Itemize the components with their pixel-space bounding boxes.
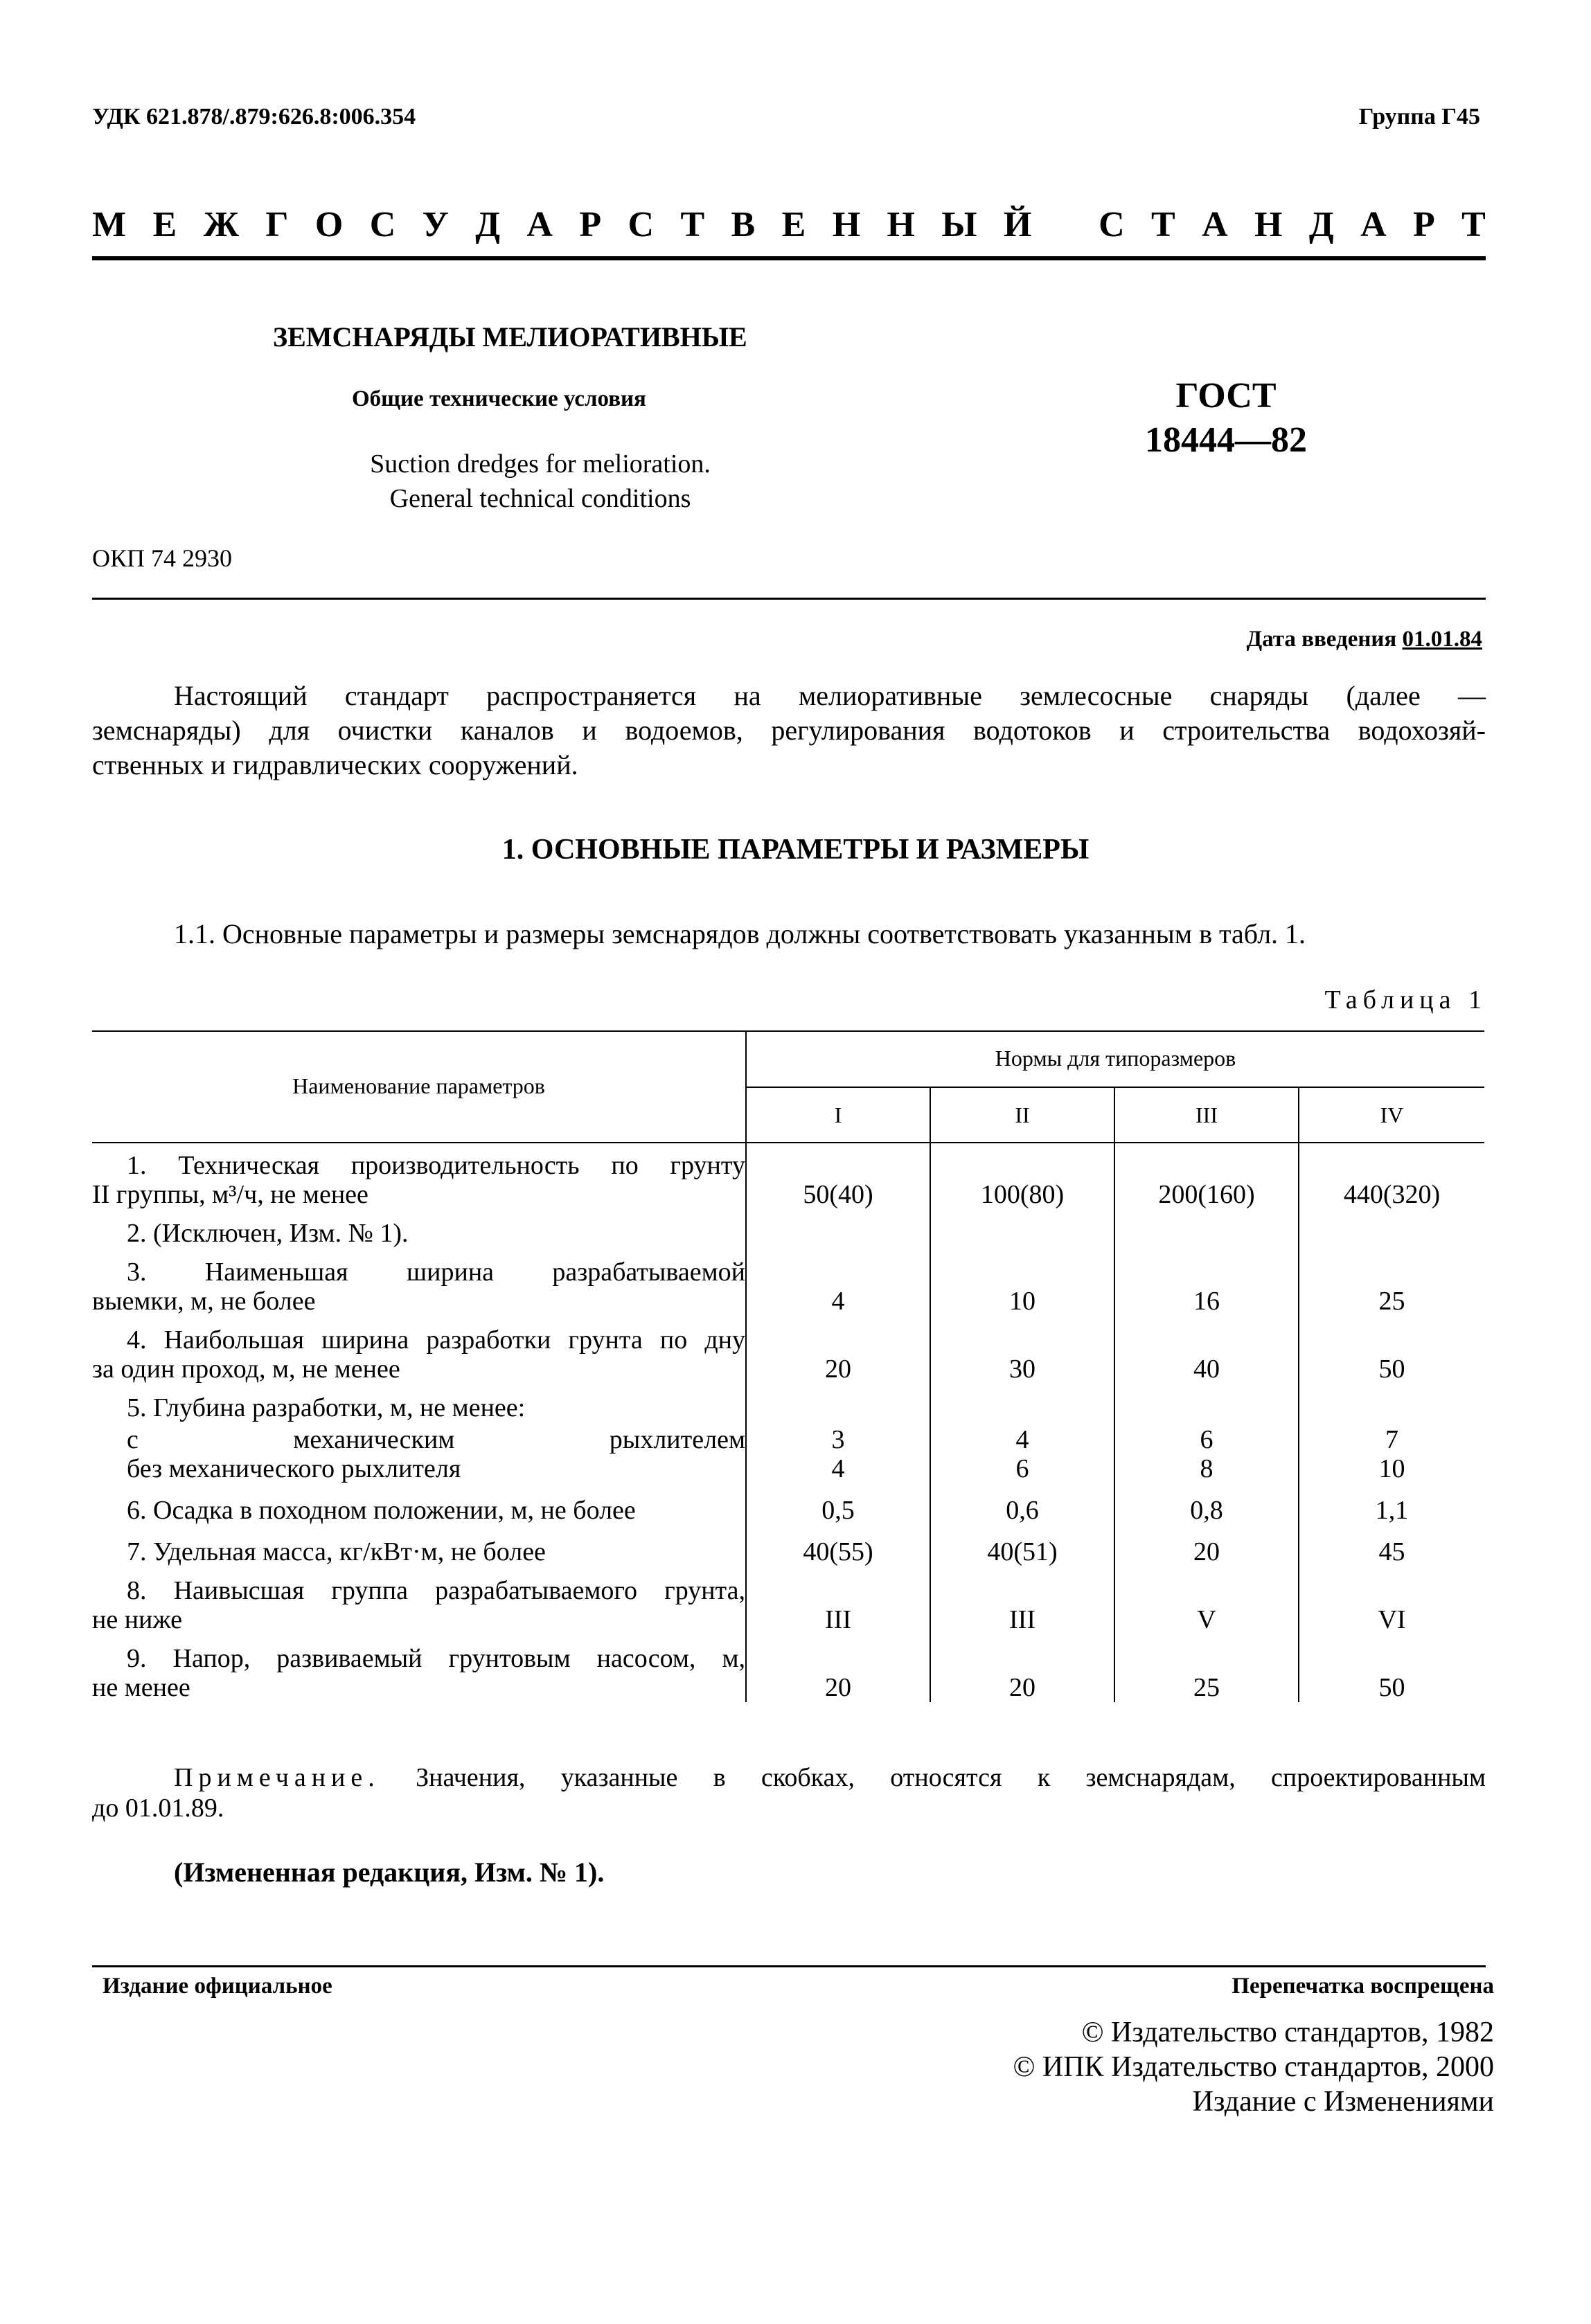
table-row [92,1422,1484,1483]
value-cell [1299,1525,1484,1566]
value: VI [1378,1605,1406,1634]
heading-letter: Е [152,205,177,244]
table-row [92,1525,1484,1566]
table-row [92,1483,1484,1525]
heading-letter: Н [832,205,861,244]
value-cell [746,1525,930,1566]
value: III [825,1605,851,1634]
date-label: Дата введения [1246,627,1397,652]
param-name [92,1566,746,1634]
value: 40 [1193,1355,1220,1384]
value: III [1009,1605,1036,1634]
header-rule [92,256,1486,260]
value-cell [1299,1566,1484,1634]
table-row [92,1248,1484,1316]
param-name [92,1634,746,1702]
param-name [92,1422,746,1483]
size-header-1: I [746,1087,930,1143]
value: 200(160) [1158,1180,1255,1209]
table-row [92,1209,1484,1248]
param-line-1: с механическим рыхлителем [127,1425,745,1454]
value: 0,8 [1190,1496,1223,1525]
value-cell [930,1634,1114,1702]
param-name [92,1143,746,1209]
value: 25 [1193,1673,1220,1702]
param-line-2: не менее [92,1673,190,1702]
heading-letter: Ж [203,205,239,244]
param-line-1: 1. Техническая производительность по грунту [127,1151,745,1180]
heading-letter [1058,204,1072,245]
param-name [92,1209,746,1248]
value-cell [1114,1422,1299,1483]
param-name [92,1384,746,1422]
value: 20 [1193,1537,1220,1566]
note-text: Значения, указанные в скобках, относятся к земснарядам, спроектированным [416,1763,1486,1792]
value-cell [1114,1316,1299,1384]
value-cell [1299,1209,1484,1248]
heading-letter: У [422,205,449,244]
udk-code: УДК 621.878/.879:626.8:006.354 [92,104,416,129]
value-cell [746,1209,930,1248]
heading-letter: А [1360,205,1387,244]
heading-letter: Т [1151,205,1175,244]
heading-letter: С [628,205,655,244]
subtitle-en-line1: Suction dredges for melioration. [370,449,711,479]
value-cell [1114,1248,1299,1316]
size-header-4: IV [1299,1087,1484,1143]
gost-label: ГОСТ [1175,376,1277,415]
footer-rule [92,1965,1486,1967]
heading-letter: М [92,205,127,244]
value-cell [746,1566,930,1634]
heading-letter: Й [1003,205,1032,244]
param-name [92,1483,746,1525]
value-cell [746,1248,930,1316]
header-norms: Нормы для типоразмеров [746,1030,1484,1087]
heading-letter: Е [781,205,806,244]
value: 7 [1385,1425,1399,1454]
value: 40(51) [987,1537,1058,1566]
value-2: 6 [1015,1454,1029,1483]
heading-letter: А [1202,205,1228,244]
param-line-1: 6. Осадка в походном положении, м, не более [127,1496,636,1525]
value-2: 8 [1200,1454,1214,1483]
subtitle-ru: Общие технические условия [352,386,646,411]
param-line-1: 7. Удельная масса, кг/кВт·м, не более [127,1537,546,1566]
value: 50 [1378,1673,1405,1702]
value-cell [1299,1634,1484,1702]
paragraph-1-1: 1.1. Основные параметры и размеры земснарядов должны соответствовать указанным в табл. 1. [174,918,1306,949]
param-name [92,1316,746,1384]
value: 0,6 [1006,1496,1039,1525]
parameters-table [92,1030,1484,1702]
intro-line-1: Настоящий стандарт распространяется на мелиоративные землесосные снаряды (далее — [174,680,1486,711]
value-cell [930,1483,1114,1525]
size-header-3: III [1114,1087,1299,1143]
value: 4 [831,1287,845,1316]
amendment-note: (Измененная редакция, Изм. № 1). [174,1857,605,1888]
subtitle-en [305,447,776,516]
value: 6 [1200,1425,1214,1454]
date-value: 01.01.84 [1402,627,1482,652]
param-line-2: II группы, м³/ч, не менее [92,1180,368,1209]
value: 20 [1009,1673,1036,1702]
value: 50 [1378,1355,1405,1384]
table-row [92,1384,1484,1422]
value-cell [746,1143,930,1209]
value-cell [1299,1384,1484,1422]
value: 10 [1009,1287,1036,1316]
table-top-rule [92,1030,1484,1032]
intro-line-2: земснаряды) для очистки каналов и водоемов, регулирования водотоков и строительства водохозяй- [92,715,1486,746]
value: 30 [1009,1355,1036,1384]
heading-letter: Ы [941,205,977,244]
intro-paragraph [92,679,1486,783]
heading-letter: Д [475,205,500,244]
reprint-prohibited: Перепечатка воспрещена [1232,1974,1494,1999]
value-cell [930,1248,1114,1316]
official-edition: Издание официальное [103,1974,332,1999]
value-cell [746,1384,930,1422]
section-title: 1. ОСНОВНЫЕ ПАРАМЕТРЫ И РАЗМЕРЫ [501,834,1090,866]
value: 4 [1015,1425,1029,1454]
heading-letter: Р [579,205,602,244]
copyright-1982: © Издательство стандартов, 1982 [1081,2017,1494,2048]
value: 100(80) [980,1180,1065,1209]
value-cell [1114,1209,1299,1248]
value-2: 4 [831,1454,845,1483]
edition-note: Издание с Изменениями [1192,2086,1494,2118]
value-cell [930,1209,1114,1248]
param-line-2: не ниже [92,1605,182,1634]
param-name [92,1525,746,1566]
value: 45 [1378,1537,1405,1566]
introduction-date [1246,627,1482,652]
param-line-2: без механического рыхлителя [127,1454,461,1483]
copyright-2000: © ИПК Издательство стандартов, 2000 [1013,2051,1494,2083]
value: 1,1 [1375,1496,1409,1525]
value-cell [1114,1634,1299,1702]
group-code: Группа Г45 [1358,104,1480,129]
param-name [92,1248,746,1316]
heading-letter: В [731,205,756,244]
table-row [92,1634,1484,1702]
copyright-block [1013,2015,1494,2119]
note-text-2: до 01.01.89. [92,1794,224,1823]
table-row [92,1316,1484,1384]
size-header-2: II [930,1087,1114,1143]
value-cell [1114,1384,1299,1422]
value-cell [1114,1566,1299,1634]
value-cell [1299,1316,1484,1384]
param-line-1: 4. Наибольшая ширина разработки грунта по дну [127,1325,745,1355]
value: V [1197,1605,1216,1634]
value-cell [930,1566,1114,1634]
value: 25 [1378,1287,1405,1316]
table-note [92,1762,1486,1823]
title-rule [92,598,1486,600]
table-row [92,1566,1484,1634]
value-cell [1299,1483,1484,1525]
value-cell [930,1422,1114,1483]
value-cell [1299,1248,1484,1316]
param-line-2: за один проход, м, не менее [92,1355,400,1384]
subtitle-en-line2: General technical conditions [389,484,691,513]
table-label: Таблица 1 [1324,985,1487,1014]
document-title: ЗЕМСНАРЯДЫ МЕЛИОРАТИВНЫЕ [273,321,747,352]
param-line-1: 3. Наименьшая ширина разрабатываемой [127,1258,745,1287]
gost-number [1094,374,1358,463]
intro-line-3: ственных и гидравлических сооружений. [92,749,578,780]
heading-letter: Г [265,205,289,244]
value-cell [1299,1143,1484,1209]
header-param-name: Наименование параметров [292,1073,545,1098]
heading-letter: Н [887,205,915,244]
value-cell [746,1483,930,1525]
value: 50(40) [803,1180,873,1209]
heading-letter: Т [1461,205,1486,244]
value-cell [1114,1525,1299,1566]
value-cell [930,1384,1114,1422]
value-2: 10 [1378,1454,1405,1483]
heading-letter: Р [1413,205,1435,244]
value: 40(55) [803,1537,873,1566]
value: 20 [825,1673,851,1702]
value-cell [1299,1422,1484,1483]
heading-letter: Д [1308,205,1334,244]
param-line-1: 9. Напор, развиваемый грунтовым насосом, м, [127,1644,745,1673]
table-row [92,1143,1484,1209]
value-cell [930,1316,1114,1384]
value-cell [930,1143,1114,1209]
note-label: Примечание. [174,1763,380,1792]
value-cell [746,1316,930,1384]
value-cell [1114,1143,1299,1209]
value-cell [746,1422,930,1483]
gost-code: 18444—82 [1145,420,1307,460]
value-cell [930,1525,1114,1566]
value: 16 [1193,1287,1220,1316]
interstate-standard-heading [92,204,1486,245]
heading-letter: О [314,205,344,244]
okp-code: ОКП 74 2930 [92,544,233,572]
param-line-1: 2. (Исключен, Изм. № 1). [127,1219,409,1248]
value: 20 [825,1355,851,1384]
heading-letter: А [526,205,553,244]
param-line-2: выемки, м, не более [92,1287,316,1316]
heading-letter: С [369,205,396,244]
heading-letter: Т [680,205,705,244]
value: 0,5 [821,1496,855,1525]
value-cell [1114,1483,1299,1525]
heading-letter: С [1099,205,1125,244]
heading-letter: Н [1254,205,1283,244]
param-line-1: 8. Наивысшая группа разрабатываемого грунта, [127,1576,745,1605]
param-line-1: 5. Глубина разработки, м, не менее: [127,1393,526,1422]
value: 440(320) [1343,1180,1441,1209]
value: 3 [831,1425,845,1454]
value-cell [746,1634,930,1702]
